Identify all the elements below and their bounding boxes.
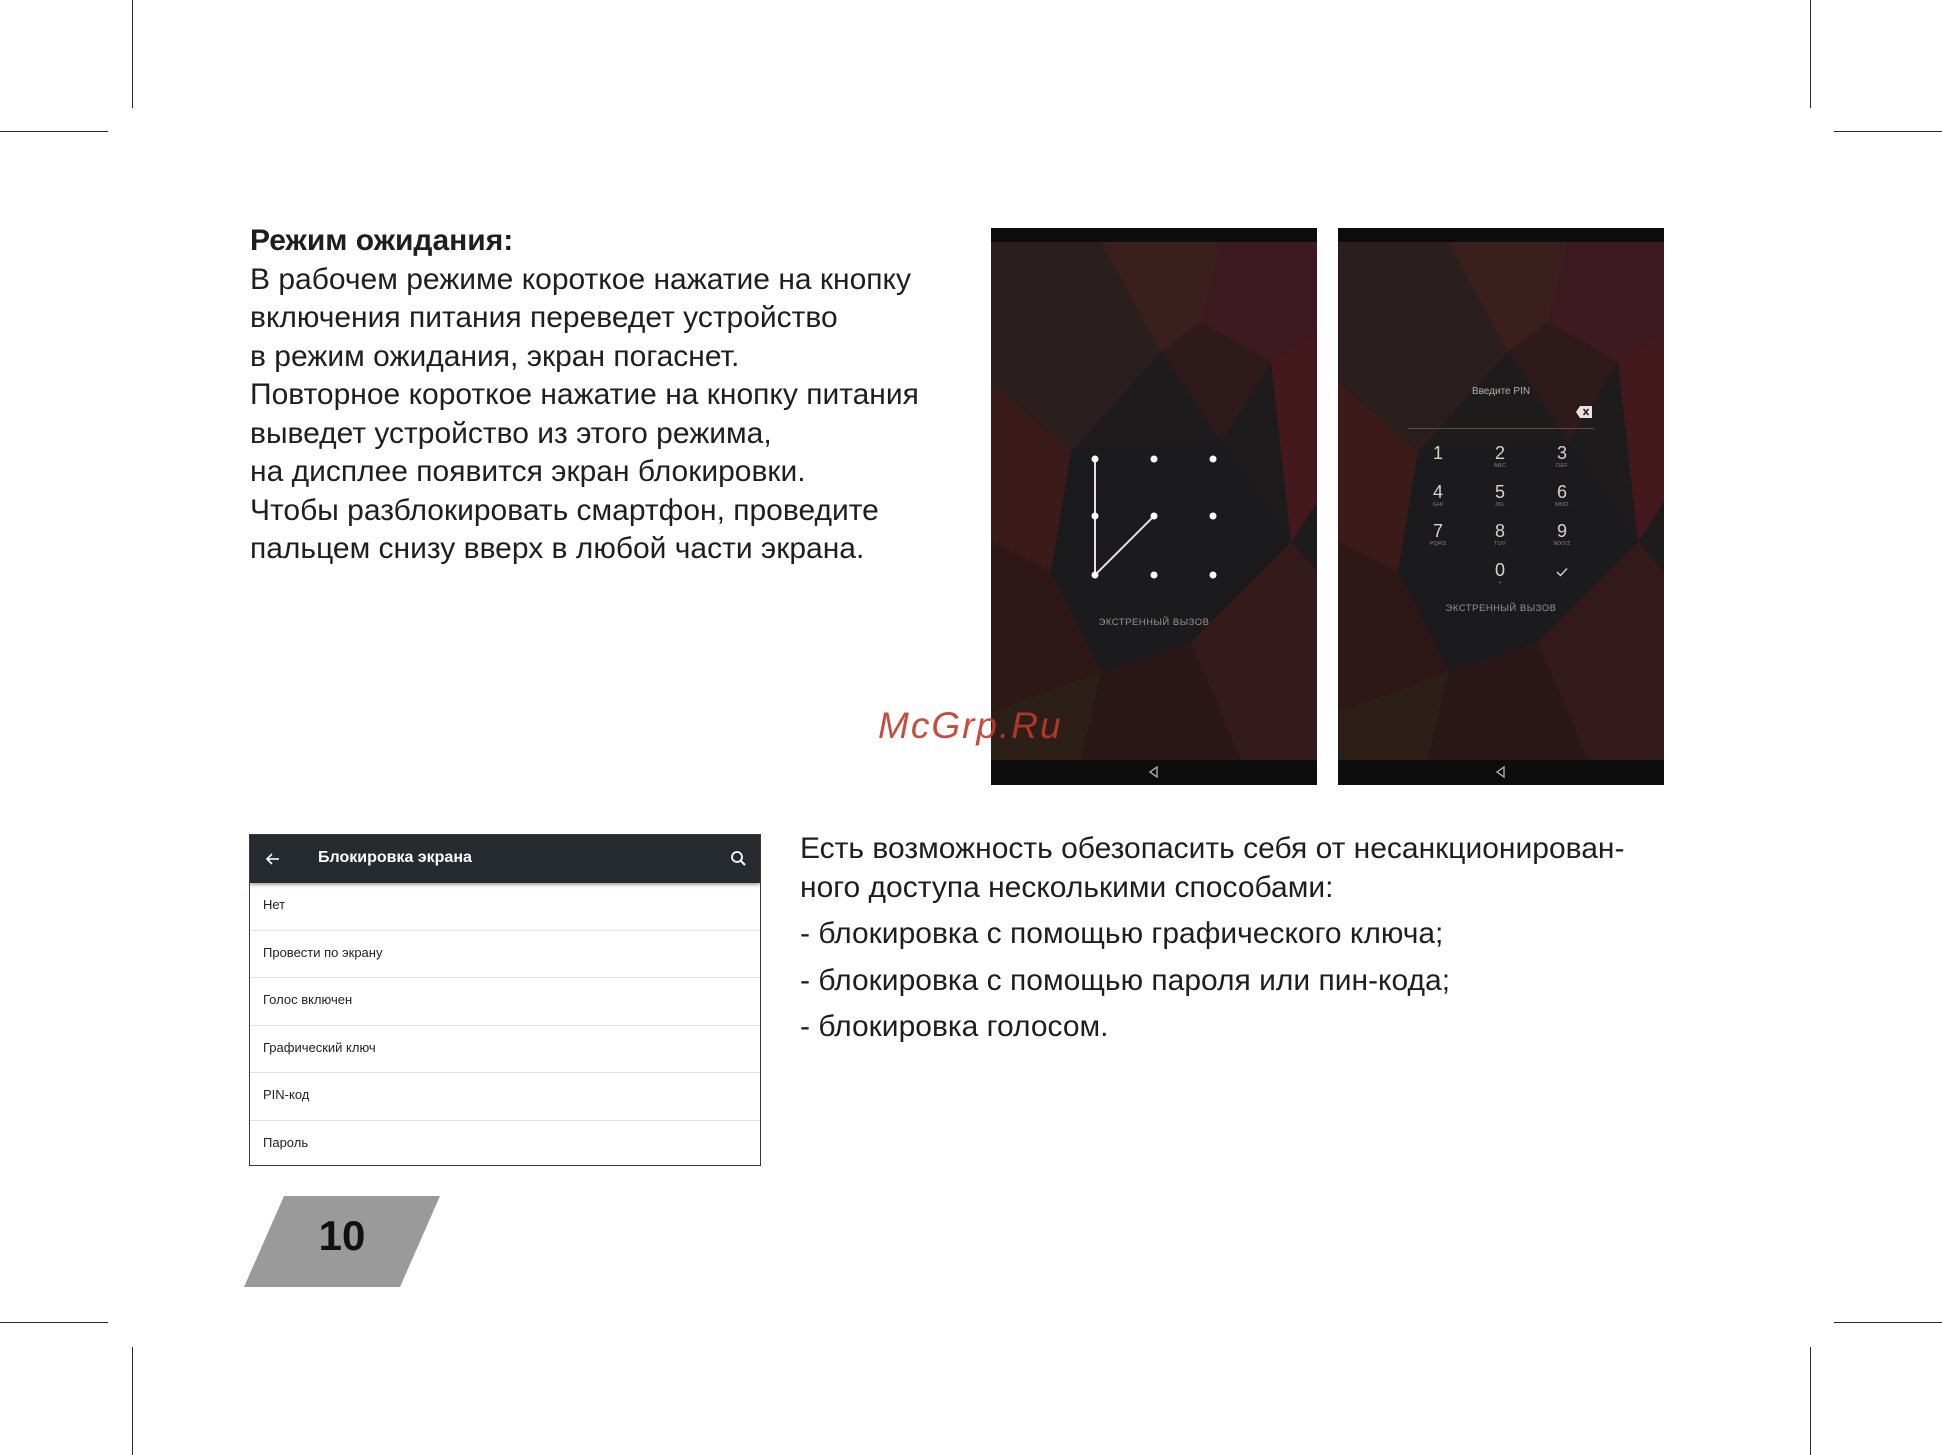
emergency-call-button[interactable]: ЭКСТРЕННЫЙ ВЫЗОВ — [1445, 603, 1557, 614]
nav-bar — [991, 760, 1317, 785]
protection-text-line: ного доступа несколькими способами: — [800, 870, 1334, 904]
pin-key-9[interactable]: 9 WXYZ — [1553, 521, 1571, 547]
pin-key-8[interactable]: 8 TUV — [1494, 521, 1506, 547]
pin-key-6[interactable]: 6 MNO — [1555, 482, 1569, 508]
crop-mark — [132, 1347, 133, 1455]
pin-key-1[interactable]: 1 — [1432, 443, 1443, 463]
lock-option[interactable] — [250, 1026, 760, 1074]
back-arrow-icon[interactable] — [264, 850, 282, 868]
lock-option-label: Пароль — [263, 1134, 309, 1150]
crop-mark — [0, 131, 108, 132]
lock-option[interactable] — [250, 1073, 760, 1121]
lock-option-label: Графический ключ — [263, 1039, 376, 1055]
pin-key-2[interactable]: 2 ABC — [1493, 443, 1507, 469]
pin-key-3[interactable]: 3 DEF — [1556, 443, 1568, 469]
protection-bullet: - блокировка с помощью графического ключа; — [800, 917, 1444, 950]
lock-option-label: Провести по экрану — [263, 944, 383, 960]
pattern-grid[interactable] — [991, 228, 1317, 785]
crop-mark — [1810, 1347, 1811, 1455]
standby-heading: Режим ожидания: — [250, 224, 514, 257]
lock-option[interactable] — [250, 931, 760, 979]
settings-title: Блокировка экрана — [318, 849, 472, 866]
pin-key-0[interactable]: 0 + — [1494, 560, 1505, 586]
standby-text-line: в режим ожидания, экран погаснет. — [250, 339, 740, 373]
lock-option[interactable] — [250, 883, 760, 931]
search-icon[interactable] — [729, 849, 748, 868]
nav-bar — [1338, 760, 1664, 785]
back-icon[interactable] — [1493, 764, 1509, 780]
standby-section — [250, 222, 990, 569]
pin-title: Введите PIN — [1471, 386, 1531, 397]
check-icon[interactable] — [1554, 565, 1570, 579]
standby-text-line: пальцем снизу вверх в любой части экрана. — [250, 532, 865, 565]
crop-mark — [1834, 131, 1942, 132]
lock-option[interactable] — [250, 1121, 760, 1167]
crop-mark — [0, 1322, 108, 1323]
protection-section — [800, 830, 1700, 1047]
back-icon[interactable] — [1146, 764, 1162, 780]
emergency-call-button[interactable]: ЭКСТРЕННЫЙ ВЫЗОВ — [1098, 617, 1210, 628]
protection-bullet: - блокировка с помощью пароля или пин-кода; — [800, 963, 1451, 997]
settings-app-bar — [250, 835, 760, 883]
lock-option-label: PIN-код — [263, 1087, 310, 1102]
pin-entry-underline — [1408, 428, 1594, 429]
lock-option[interactable] — [250, 978, 760, 1026]
pin-key-7[interactable]: 7 PQRS — [1429, 521, 1447, 547]
crop-mark — [132, 0, 133, 108]
protection-text-line: Есть возможность обезопасить себя от несанкционирован- — [800, 832, 1625, 865]
standby-text-line: Чтобы разблокировать смартфон, проведите — [250, 493, 879, 527]
lock-option-label: Голос включен — [263, 992, 353, 1007]
pin-key-4[interactable]: 4 GHI — [1432, 482, 1444, 508]
pattern-lock-screenshot — [991, 228, 1317, 785]
standby-text-line: включения питания переведет устройство — [250, 301, 838, 334]
watermark: McGrp.Ru — [878, 705, 1063, 746]
crop-mark — [1834, 1322, 1942, 1323]
standby-text-line: выведет устройство из этого режима, — [250, 416, 772, 450]
pin-key-5[interactable]: 5 JKL — [1494, 482, 1506, 508]
standby-text-line: В рабочем режиме короткое нажатие на кнопку — [250, 262, 911, 296]
backspace-icon[interactable] — [1576, 406, 1592, 418]
lock-option-label: Нет — [263, 897, 286, 912]
standby-text-line: на дисплее появится экран блокировки. — [250, 455, 806, 488]
status-bar — [1338, 228, 1664, 242]
standby-text-line: Повторное короткое нажатие на кнопку питания — [250, 378, 919, 411]
pin-lock-screenshot — [1338, 228, 1664, 785]
page-number: 10 — [318, 1212, 366, 1259]
crop-mark — [1810, 0, 1811, 108]
screen-lock-settings-screenshot — [249, 834, 761, 1166]
protection-bullet: - блокировка голосом. — [800, 1010, 1109, 1043]
